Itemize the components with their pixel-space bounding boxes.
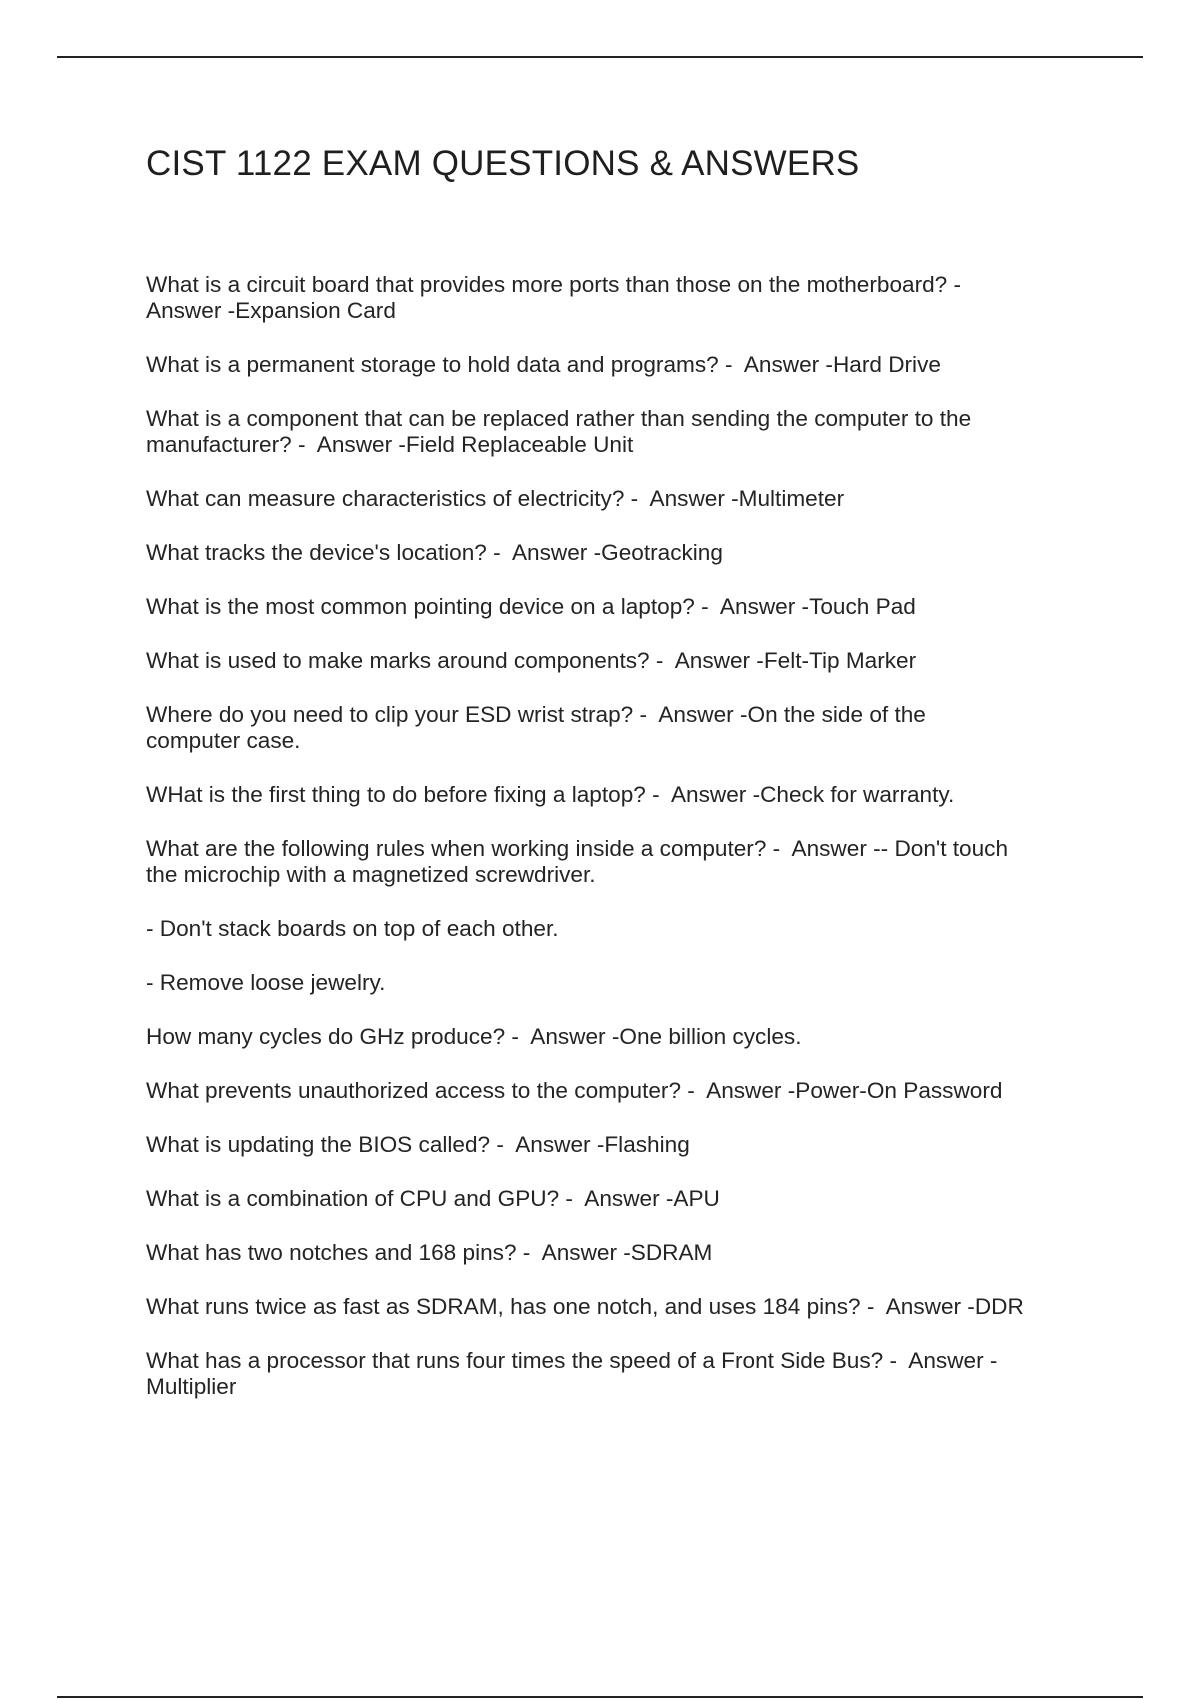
bottom-rule [57, 1696, 1143, 1698]
qa-item: What prevents unauthorized access to the computer? - Answer -Power-On Password [146, 1078, 1003, 1103]
qa-item: What tracks the device's location? - Answer -Geotracking [146, 540, 723, 565]
qa-item: What is a permanent storage to hold data and programs? - Answer -Hard Drive [146, 352, 941, 377]
qa-item: Where do you need to clip your ESD wrist strap? - Answer -On the side of the computer case. [146, 702, 926, 753]
qa-item: What is a combination of CPU and GPU? - Answer -APU [146, 1186, 720, 1211]
qa-item: What are the following rules when working inside a computer? - Answer -- Don't touch the microchip with a magnetized screwdriver. [146, 836, 1009, 887]
qa-item: What is a component that can be replaced rather than sending the computer to the manufacturer? - Answer -Field Replaceable Unit [146, 406, 972, 457]
qa-item: - Don't stack boards on top of each other. [146, 916, 559, 941]
qa-item: How many cycles do GHz produce? - Answer -One billion cycles. [146, 1024, 802, 1049]
qa-item: What is used to make marks around components? - Answer -Felt-Tip Marker [146, 648, 917, 673]
qa-list [146, 272, 1106, 1428]
top-rule [57, 56, 1143, 58]
qa-item: - Remove loose jewelry. [146, 970, 386, 995]
qa-item: WHat is the first thing to do before fixing a laptop? - Answer -Check for warranty. [146, 782, 955, 807]
document-title: CIST 1122 EXAM QUESTIONS & ANSWERS [146, 144, 860, 183]
qa-item: What is updating the BIOS called? - Answer -Flashing [146, 1132, 690, 1157]
qa-item: What has two notches and 168 pins? - Answer -SDRAM [146, 1240, 713, 1265]
qa-item: What runs twice as fast as SDRAM, has one notch, and uses 184 pins? - Answer -DDR [146, 1294, 1024, 1319]
qa-item: What is the most common pointing device on a laptop? - Answer -Touch Pad [146, 594, 916, 619]
qa-item: What has a processor that runs four times the speed of a Front Side Bus? - Answer - Multiplier [146, 1348, 998, 1399]
qa-item: What is a circuit board that provides more ports than those on the motherboard? - Answer -Expansion Card [146, 272, 962, 323]
qa-item: What can measure characteristics of electricity? - Answer -Multimeter [146, 486, 845, 511]
